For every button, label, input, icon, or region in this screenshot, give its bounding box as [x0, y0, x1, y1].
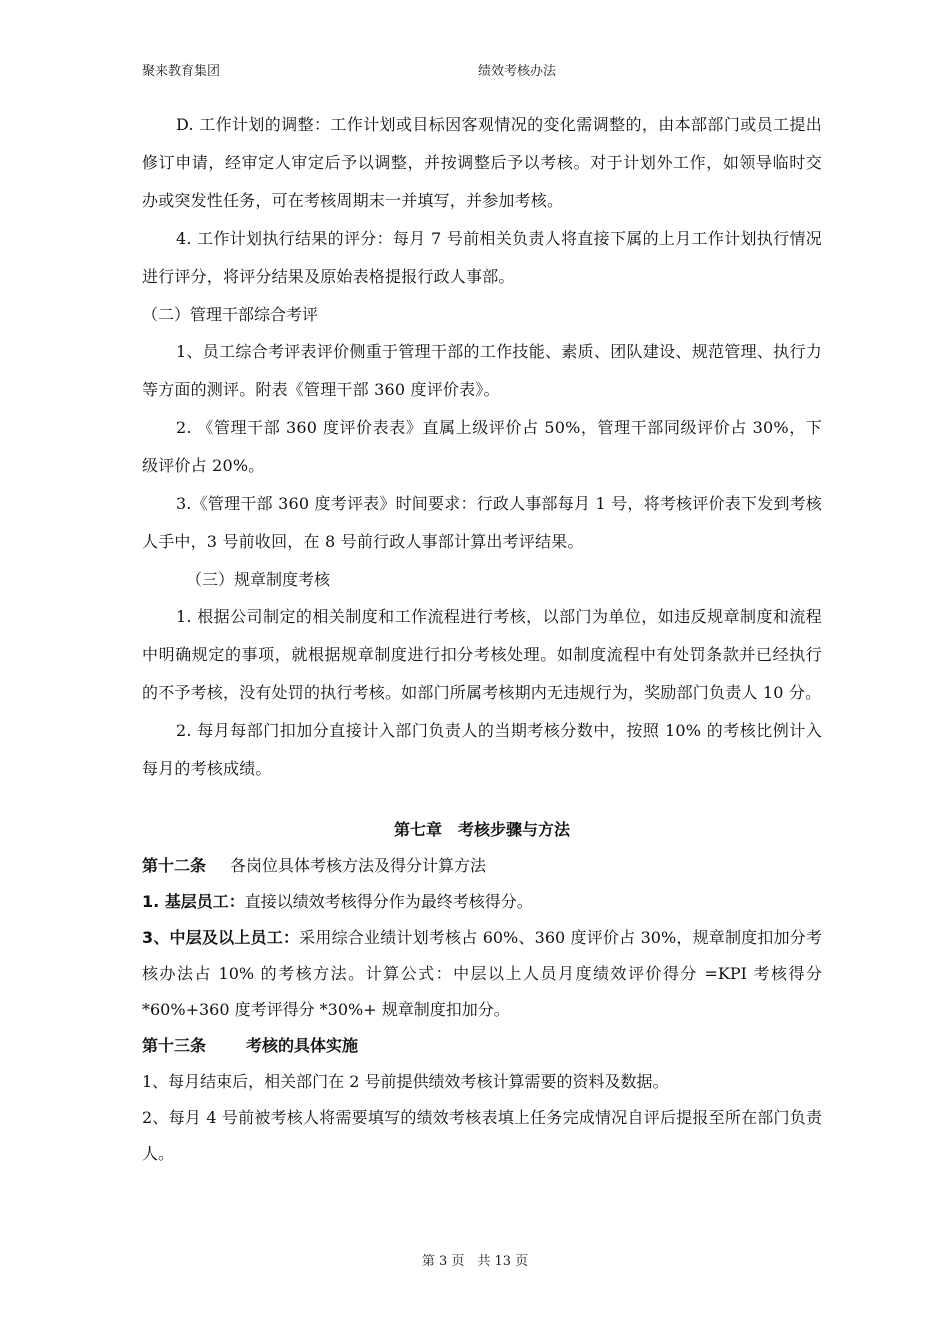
section-heading-management-review: （二）管理干部综合考评 [142, 305, 319, 324]
item-middle-staff-lead: 3、中层及以上员工： [142, 928, 300, 947]
article-13 [142, 1028, 822, 1064]
chapter-heading: 第七章 考核步骤与方法 [393, 820, 570, 839]
header-title: 绩效考核办法 [478, 64, 557, 79]
item-basic-staff [142, 884, 822, 920]
paragraph-plan-scoring: 4. 工作计划执行结果的评分：每月 7 号前相关负责人将直接下属的上月工作计划执行情况进行评分，将评分结果及原始表格提报行政人事部。 [142, 229, 822, 286]
step-1: 1、每月结束后，相关部门在 2 号前提供绩效考核计算需要的资料及数据。 [142, 1072, 669, 1091]
paragraph-regulation-1: 1. 根据公司制定的相关制度和工作流程进行考核，以部门为单位，如违反规章制度和流程中明确规定的事项，就根据规章制度进行扣分考核处理。如制度流程中有处罚条款并已经执行的不予考核，没有处罚的执行考核。如部门所属考核期内无违规行为，奖励部门负责人 10 分。 [142, 607, 822, 702]
paragraph-management-review-3: 3.《管理干部 360 度考评表》时间要求：行政人事部每月 1 号，将考核评价表下发到考核人手中，3 号前收回，在 8 号前行政人事部计算出考评结果。 [142, 494, 822, 551]
paragraph-plan-adjustment: D. 工作计划的调整：工作计划或目标因客观情况的变化需调整的，由本部部门或员工提出修订申请，经审定人审定后予以调整，并按调整后予以考核。对于计划外工作，如领导临时交办或突发性任务，可在考核周期末一并填写，并参加考核。 [142, 115, 822, 210]
header-company: 聚来教育集团 [142, 64, 221, 79]
item-middle-staff-text: 采用综合业绩计划考核占 60%、360 度评价占 30%，规章制度扣加分考核办法占 10% 的考核方法。计算公式：中层以上人员月度绩效评价得分 =KPI 考核得分 *60%+360 度考评得分 *30%+ 规章制度扣加分。 [142, 928, 822, 1019]
page-footer: 第 3 页 共 13 页 [421, 1254, 529, 1269]
page-header [142, 60, 822, 80]
item-basic-staff-lead: 1. 基层员工： [142, 892, 245, 911]
item-basic-staff-text: 直接以绩效考核得分作为最终考核得分。 [244, 892, 533, 911]
paragraph-management-review-1: 1、员工综合考评表评价侧重于管理干部的工作技能、素质、团队建设、规范管理、执行力等方面的测评。附表《管理干部 360 度评价表》。 [142, 342, 822, 399]
article-13-label: 第十三条 [142, 1036, 207, 1055]
paragraph-management-review-2: 2. 《管理干部 360 度评价表表》直属上级评价占 50%，管理干部同级评价占 30%，下级评价占 20%。 [142, 418, 822, 475]
article-12 [142, 848, 822, 884]
paragraph-regulation-2: 2. 每月每部门扣加分直接计入部门负责人的当期考核分数中，按照 10% 的考核比例计入每月的考核成绩。 [142, 721, 822, 778]
section-heading-regulation-review: （三）规章制度考核 [186, 570, 331, 589]
document-body [142, 106, 822, 1172]
article-12-label: 第十二条 [142, 856, 207, 875]
item-middle-staff [142, 920, 822, 1028]
article-12-text: 各岗位具体考核方法及得分计算方法 [230, 856, 487, 875]
article-13-text: 考核的具体实施 [246, 1036, 359, 1055]
step-2: 2、每月 4 号前被考核人将需要填写的绩效考核表填上任务完成情况自评后提报至所在部门负责人。 [142, 1108, 822, 1163]
